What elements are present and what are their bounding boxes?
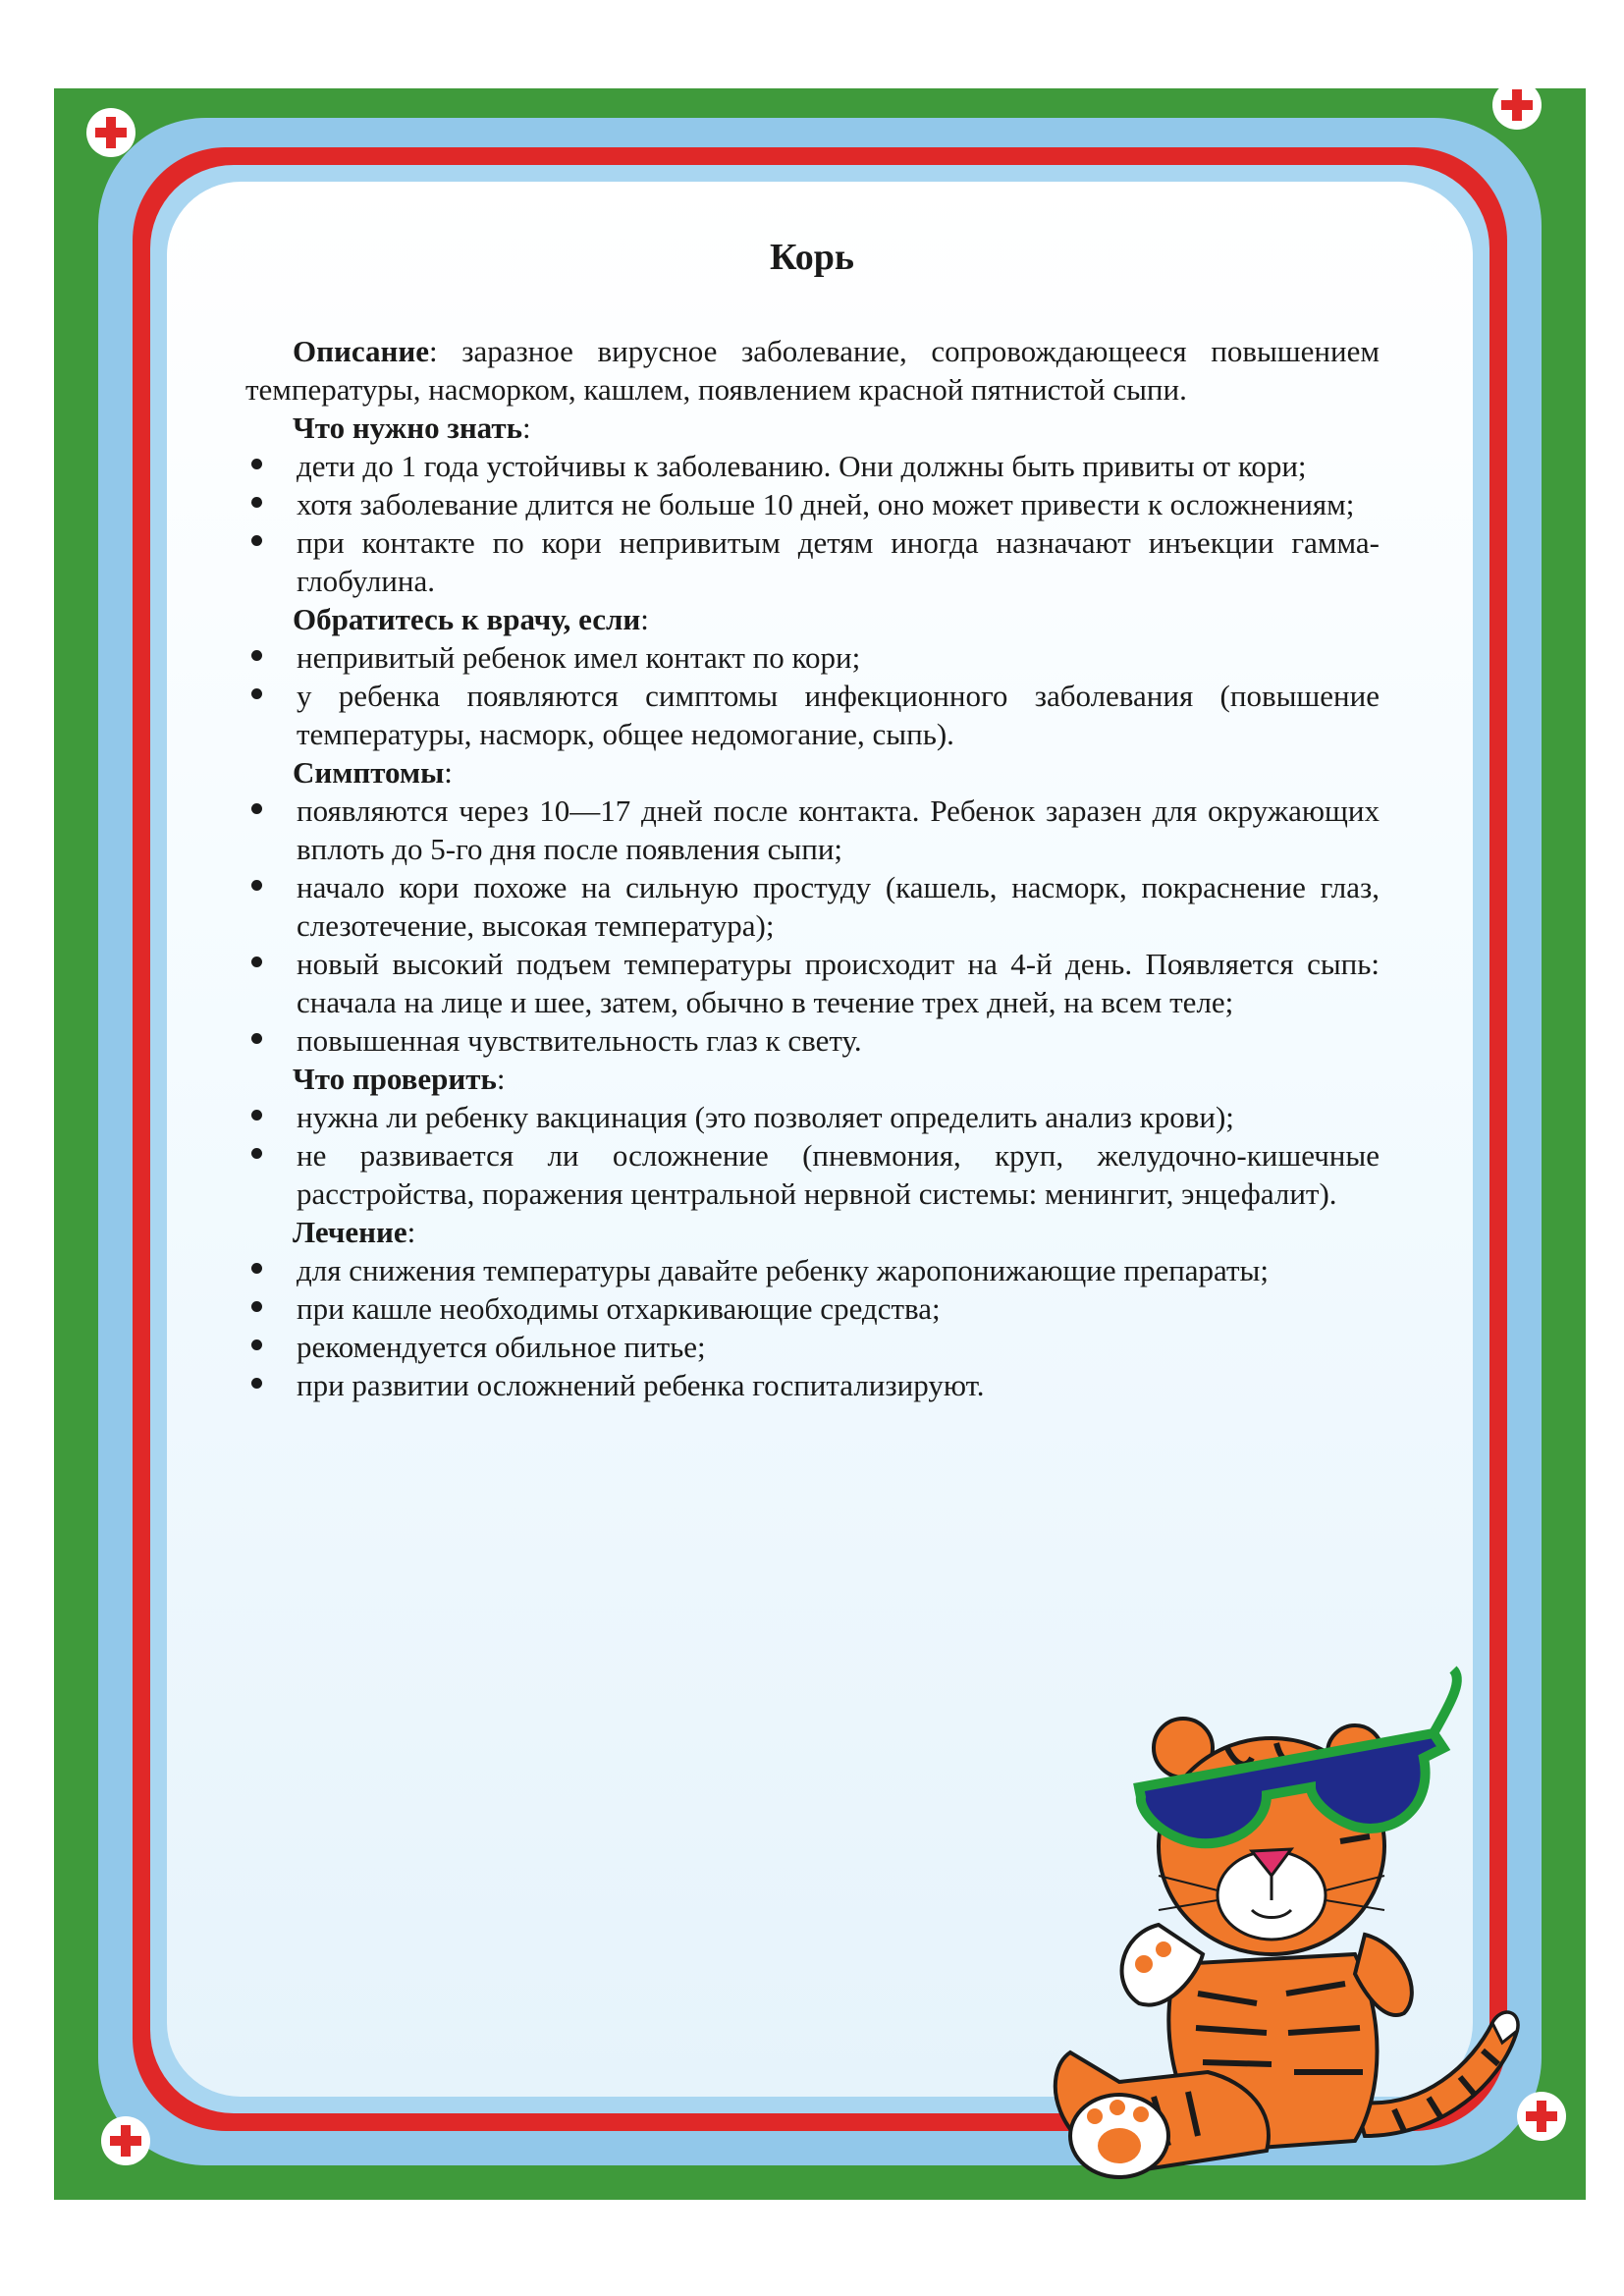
bullet-icon (251, 535, 262, 546)
bullet-icon (251, 1148, 262, 1159)
description-label: Описание (293, 334, 429, 368)
list-item (245, 485, 1380, 523)
bullet-icon (251, 1110, 262, 1121)
page-title: Корь (770, 237, 854, 278)
list-item (245, 868, 1380, 945)
bullet-icon (251, 497, 262, 508)
list-item (245, 1136, 1380, 1213)
bullet-icon (251, 688, 262, 699)
section-heading-label: Что нужно знать (293, 410, 522, 445)
bullet-icon (251, 1339, 262, 1350)
section-list (245, 447, 1380, 600)
section-list (245, 1098, 1380, 1213)
bullet-icon (251, 1033, 262, 1044)
bullet-icon (251, 650, 262, 661)
section-list (245, 638, 1380, 753)
list-item (245, 945, 1380, 1021)
section-heading: Обратитесь к врачу, если: (293, 602, 649, 636)
list-item-text: у ребенка появляются симптомы инфекционного заболевания (повышение температуры, насморк, общее недомогание, сыпь). (297, 679, 1380, 751)
list-item (245, 677, 1380, 753)
list-item-text: для снижения температуры давайте ребенку жаропонижающие препараты; (297, 1253, 1270, 1287)
list-item-text: начало кори похоже на сильную простуду (кашель, насморк, покраснение глаз, слезотечение, высокая температура); (297, 870, 1380, 943)
list-item-text: появляются через 10—17 дней после контакта. Ребенок заразен для окружающих вплоть до 5-го дня после появления сыпи; (297, 793, 1380, 866)
list-item (245, 1098, 1380, 1136)
list-item-text: дети до 1 года устойчивы к заболеванию. Они должны быть привиты от кори; (297, 449, 1307, 483)
section-heading: Что проверить: (293, 1062, 506, 1096)
bullet-icon (251, 880, 262, 891)
red-cross-icon (101, 2116, 150, 2165)
list-item-text: непривитый ребенок имел контакт по кори; (297, 640, 861, 675)
list-item (245, 1328, 1380, 1366)
description-text: : заразное вирусное заболевание, сопровождающееся повышением температуры, насморком, кашлем, появлением красной пятнистой сыпи. (245, 334, 1380, 407)
list-item (245, 523, 1380, 600)
section-heading: Симптомы: (293, 755, 453, 790)
section-list (245, 1251, 1380, 1404)
bullet-icon (251, 957, 262, 967)
list-item-text: нужна ли ребенку вакцинация (это позволяет определить анализ крови); (297, 1100, 1234, 1134)
bullet-icon (251, 803, 262, 814)
section-list (245, 792, 1380, 1060)
list-item-text: при развитии осложнений ребенка госпитализируют. (297, 1368, 985, 1402)
section-heading: Лечение: (293, 1215, 416, 1249)
list-item (245, 1021, 1380, 1060)
bullet-icon (251, 1263, 262, 1274)
list-item-text: повышенная чувствительность глаз к свету. (297, 1023, 862, 1058)
bullet-icon (251, 459, 262, 469)
list-item (245, 792, 1380, 868)
section-heading-label: Что проверить (293, 1062, 497, 1096)
list-item-text: новый высокий подъем температуры происходит на 4-й день. Появляется сыпь: сначала на лице и шее, затем, обычно в течение трех дней, на всем теле; (297, 947, 1380, 1019)
list-item (245, 1366, 1380, 1404)
section-heading-label: Лечение (293, 1215, 407, 1249)
list-item-text: рекомендуется обильное питье; (297, 1330, 706, 1364)
list-item (245, 1251, 1380, 1289)
list-item-text: не развивается ли осложнение (пневмония, круп, желудочно-кишечные расстройства, поражения центральной нервной системы: менингит, энцефалит). (297, 1138, 1380, 1211)
section-heading-label: Обратитесь к врачу, если (293, 602, 641, 636)
red-cross-icon (1492, 81, 1542, 130)
tiger-illustration (1031, 1640, 1542, 2190)
list-item (245, 1289, 1380, 1328)
section-heading: Что нужно знать: (293, 410, 531, 445)
red-cross-icon (86, 108, 135, 157)
article-body (245, 332, 1380, 1404)
list-item-text: хотя заболевание длится не больше 10 дней, оно может привести к осложнениям; (297, 487, 1355, 521)
sections-container (245, 409, 1380, 1404)
list-item (245, 638, 1380, 677)
section-heading-label: Симптомы (293, 755, 445, 790)
list-item-text: при кашле необходимы отхаркивающие средства; (297, 1291, 941, 1326)
list-item (245, 447, 1380, 485)
bullet-icon (251, 1301, 262, 1312)
list-item-text: при контакте по кори непривитым детям иногда назначают инъекции гамма-глобулина. (297, 525, 1380, 598)
description-paragraph (245, 332, 1380, 409)
bullet-icon (251, 1378, 262, 1389)
